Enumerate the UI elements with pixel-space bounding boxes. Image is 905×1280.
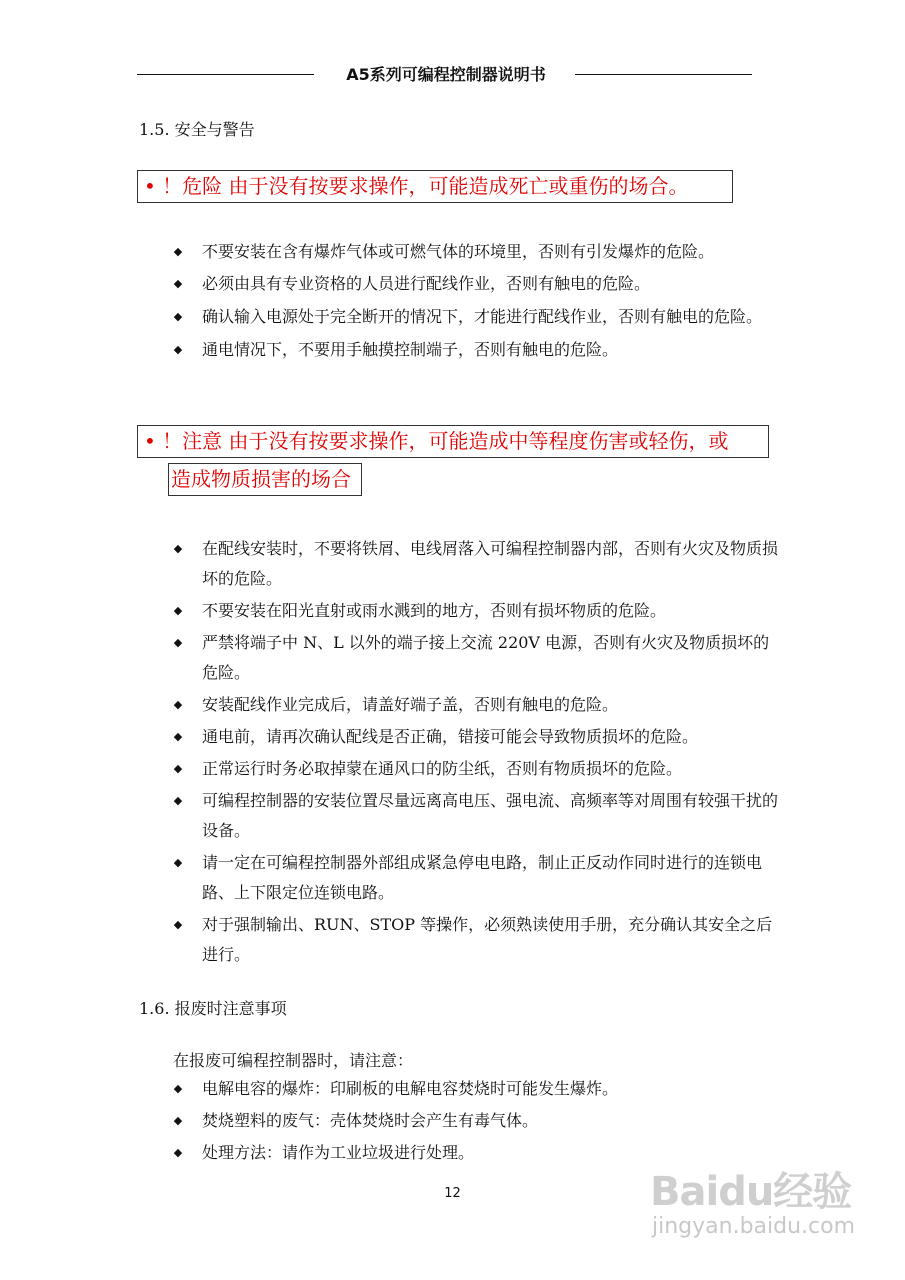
list-item: ◆ 不要安装在阳光直射或雨水溅到的地方，否则有损坏物质的危险。 xyxy=(168,596,778,626)
caution-notice-box xyxy=(137,425,769,458)
caution-notice-line1: • ！注意 由于没有按要求操作，可能造成中等程度伤害或轻伤，或 xyxy=(144,429,729,453)
section-title-1-6: 1.6. 报废时注意事项 xyxy=(139,999,287,1018)
baidu-jingyan-watermark xyxy=(650,1160,900,1260)
diamond-bullet-icon: ◆ xyxy=(173,604,183,617)
diamond-bullet-icon: ◆ xyxy=(173,542,183,555)
diamond-bullet-icon: ◆ xyxy=(173,245,183,258)
list-item: ◆ 安装配线作业完成后，请盖好端子盖，否则有触电的危险。 xyxy=(168,690,778,720)
danger-notice-box xyxy=(137,170,733,203)
diamond-bullet-icon: ◆ xyxy=(173,1114,183,1127)
diamond-bullet-icon: ◆ xyxy=(173,343,183,356)
disposal-intro: 在报废可编程控制器时，请注意： xyxy=(173,1051,414,1070)
diamond-bullet-icon: ◆ xyxy=(173,277,183,290)
diamond-bullet-icon: ◆ xyxy=(173,730,183,743)
diamond-bullet-icon: ◆ xyxy=(173,636,183,649)
list-item: ◆ 焚烧塑料的废气：壳体焚烧时会产生有毒气体。 xyxy=(168,1106,778,1136)
danger-notice-text: • ！危险 由于没有按要求操作，可能造成死亡或重伤的场合。 xyxy=(144,174,689,198)
header-rule-left xyxy=(137,74,314,75)
baidu-logo: Baidu经验 xyxy=(650,1169,852,1215)
header-title: A5系列可编程控制器说明书 xyxy=(346,65,546,84)
list-item: ◆ 请一定在可编程控制器外部组成紧急停电电路，制止正反动作同时进行的连锁电路、上下限定位连锁电路。 xyxy=(168,848,778,908)
diamond-bullet-icon: ◆ xyxy=(173,856,183,869)
list-item: ◆ 通电情况下，不要用手触摸控制端子，否则有触电的危险。 xyxy=(168,335,778,365)
diamond-bullet-icon: ◆ xyxy=(173,698,183,711)
diamond-bullet-icon: ◆ xyxy=(173,310,183,323)
diamond-bullet-icon: ◆ xyxy=(173,1082,183,1095)
diamond-bullet-icon: ◆ xyxy=(173,794,183,807)
watermark-url: jingyan.baidu.com xyxy=(652,1214,856,1239)
list-item: ◆ 在配线安装时，不要将铁屑、电线屑落入可编程控制器内部，否则有火灾及物质损坏的危险。 xyxy=(168,534,778,594)
list-item: ◆ 电解电容的爆炸：印刷板的电解电容焚烧时可能发生爆炸。 xyxy=(168,1074,778,1104)
danger-list xyxy=(168,237,778,365)
list-item: ◆ 通电前，请再次确认配线是否正确，错接可能会导致物质损坏的危险。 xyxy=(168,722,778,752)
list-item: ◆ 严禁将端子中 N、L 以外的端子接上交流 220V 电源，否则有火灾及物质损坏的危险。 xyxy=(168,628,778,688)
page-number: 12 xyxy=(444,1186,461,1201)
list-item: ◆ 处理方法：请作为工业垃圾进行处理。 xyxy=(168,1138,778,1168)
caution-notice-line2: 造成物质损害的场合 xyxy=(171,467,351,491)
caution-list xyxy=(168,534,778,970)
section-title-1-5: 1.5. 安全与警告 xyxy=(139,120,255,139)
list-item: ◆ 必须由具有专业资格的人员进行配线作业，否则有触电的危险。 xyxy=(168,269,778,299)
disposal-list xyxy=(168,1074,778,1168)
caution-notice-box-cont xyxy=(168,463,362,496)
diamond-bullet-icon: ◆ xyxy=(173,762,183,775)
list-item: ◆ 正常运行时务必取掉蒙在通风口的防尘纸，否则有物质损坏的危险。 xyxy=(168,754,778,784)
list-item: ◆ 不要安装在含有爆炸气体或可燃气体的环境里，否则有引发爆炸的危险。 xyxy=(168,237,778,267)
list-item: ◆ 确认输入电源处于完全断开的情况下，才能进行配线作业，否则有触电的危险。 xyxy=(168,302,778,332)
list-item: ◆ 可编程控制器的安装位置尽量远离高电压、强电流、高频率等对周围有较强干扰的设备。 xyxy=(168,786,778,846)
diamond-bullet-icon: ◆ xyxy=(173,1146,183,1159)
diamond-bullet-icon: ◆ xyxy=(173,918,183,931)
header-rule-right xyxy=(575,74,752,75)
list-item: ◆ 对于强制输出、RUN、STOP 等操作，必须熟读使用手册，充分确认其安全之后进行。 xyxy=(168,910,778,970)
